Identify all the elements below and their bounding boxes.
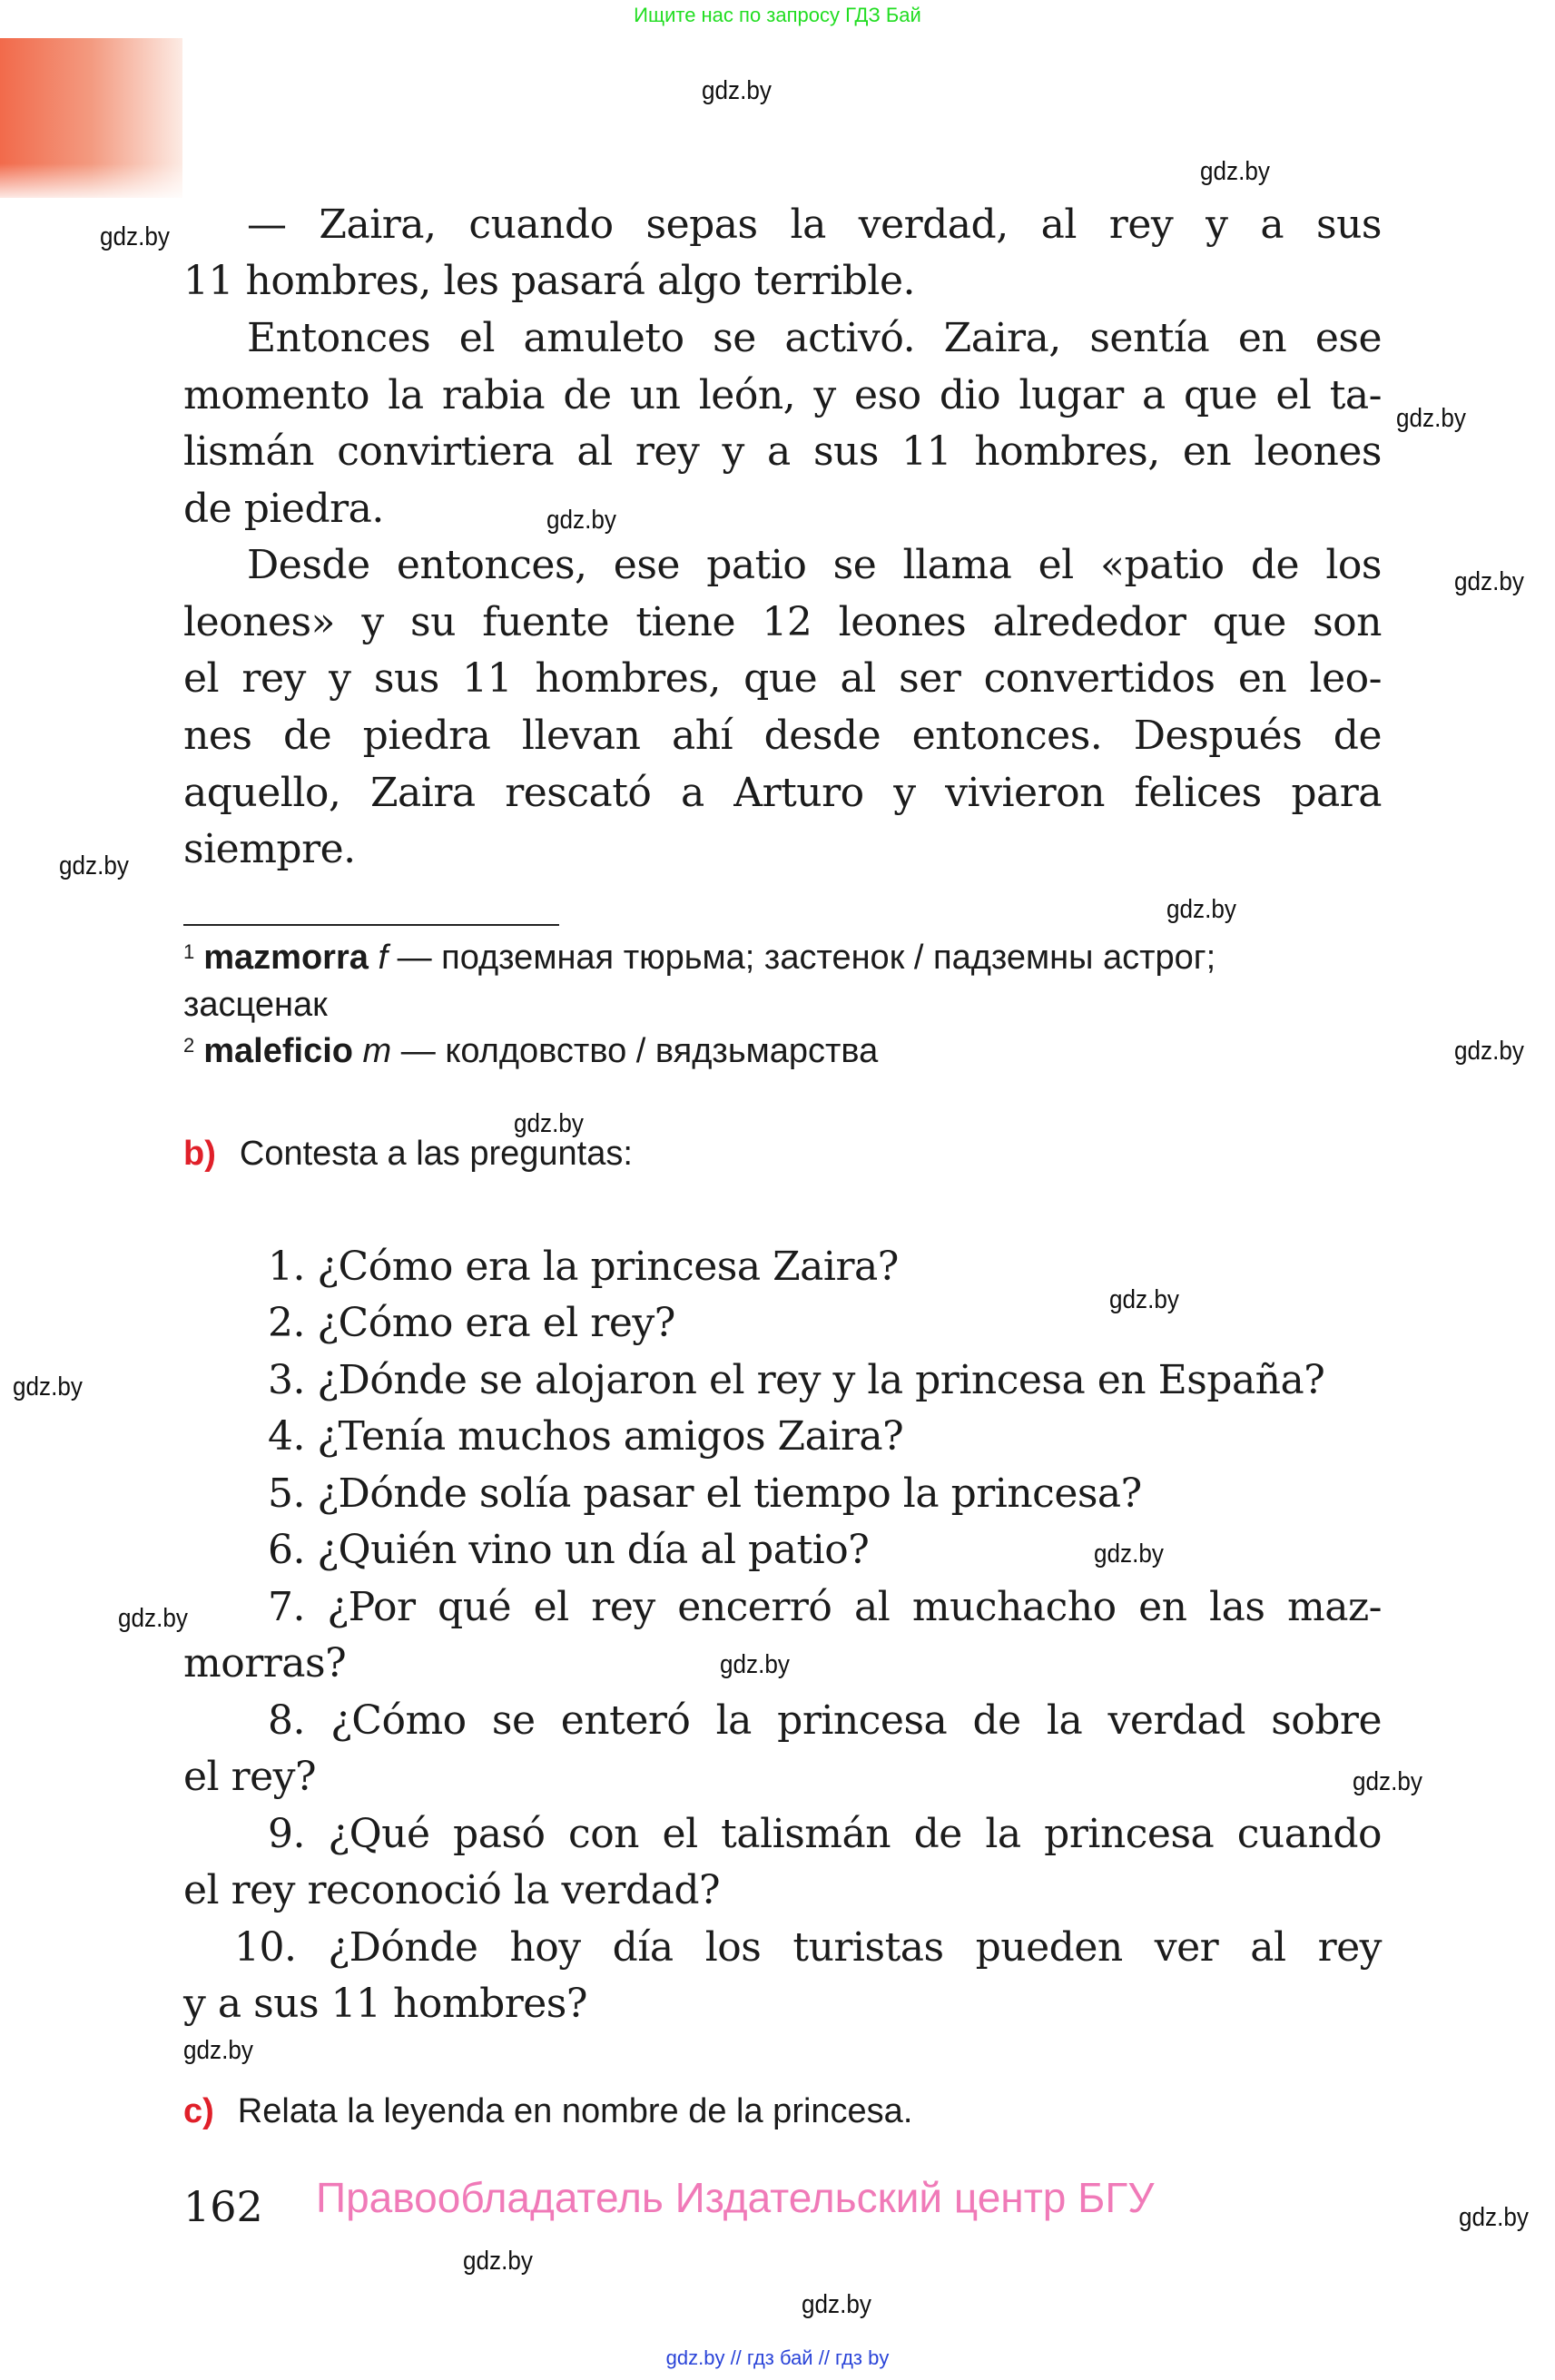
story-line: momento la rabia de un león, y eso dio lugar a que el ta- <box>183 372 1382 418</box>
story-line: Entonces el amuleto se activó. Zaira, sentía en ese <box>247 315 1382 361</box>
question-item-continuation: el rey reconoció la verdad? <box>183 1867 721 1913</box>
task-b-heading <box>183 1135 633 1174</box>
question-item: 9. ¿Qué pasó con el talismán de la princesa cuando <box>268 1811 1382 1857</box>
watermark: gdz.by <box>1396 404 1466 433</box>
footnote-definition: — подземная тюрьма; застенок / падземны астрог; <box>397 939 1216 977</box>
watermark: gdz.by <box>1353 1767 1422 1796</box>
question-item: 8. ¿Cómo se enteró la princesa de la verdad sobre <box>268 1697 1382 1744</box>
watermark: gdz.by <box>59 851 129 880</box>
footnote-number: 1 <box>183 940 195 963</box>
footnote-term: mazmorra <box>203 939 369 977</box>
watermark: gdz.by <box>183 2036 253 2065</box>
story-line: leones» y su fuente tiene 12 leones alrededor que son <box>183 599 1382 645</box>
story-line: 11 hombres, les pasará algo terrible. <box>183 258 916 304</box>
watermark: gdz.by <box>463 2247 533 2276</box>
page-number: 162 <box>183 2182 263 2231</box>
watermark: gdz.by <box>13 1372 83 1401</box>
story-line: lismán convirtiera al rey y a sus 11 hombres, en leones <box>183 428 1382 475</box>
watermark: gdz.by <box>1109 1285 1179 1314</box>
watermark: gdz.by <box>702 76 772 105</box>
watermark: gdz.by <box>1454 1037 1524 1066</box>
watermark: gdz.by <box>1459 2203 1529 2232</box>
footnote-gender: m <box>362 1032 392 1070</box>
watermark: gdz.by <box>1454 567 1524 596</box>
question-item-continuation: y a sus 11 hombres? <box>183 1981 587 2027</box>
question-item: 3. ¿Dónde se alojaron el rey y la princesa en España? <box>268 1357 1325 1403</box>
story-line: el rey y sus 11 hombres, que al ser convertidos en leo- <box>183 655 1382 702</box>
question-item: 4. ¿Tenía muchos amigos Zaira? <box>268 1413 904 1460</box>
task-c-heading <box>183 2092 912 2131</box>
footnote-2 <box>183 1032 878 1071</box>
footnote-definition: — колдовство / вядзьмарства <box>400 1032 879 1070</box>
watermark: gdz.by <box>546 506 616 535</box>
footnote-1-continuation: засценак <box>183 986 328 1024</box>
footnote-1 <box>183 939 1215 978</box>
watermark: gdz.by <box>720 1650 790 1679</box>
story-line: Desde entonces, ese patio se llama el «patio de los <box>247 542 1382 588</box>
story-line: — Zaira, cuando sepas la verdad, al rey y a sus <box>247 202 1382 248</box>
footnote-term: maleficio <box>203 1032 353 1070</box>
task-instruction: Relata la leyenda en nombre de la princesa. <box>237 2092 913 2130</box>
search-note: Ищите нас по запросу ГДЗ Бай <box>634 4 921 26</box>
footnote-number: 2 <box>183 1034 195 1057</box>
watermark: gdz.by <box>802 2290 871 2319</box>
story-line: siempre. <box>183 826 356 872</box>
story-line: de piedra. <box>183 486 384 532</box>
question-item-continuation: el rey? <box>183 1754 317 1800</box>
footnote-divider <box>183 924 559 926</box>
watermark: gdz.by <box>1200 157 1270 186</box>
task-letter: b) <box>183 1135 216 1173</box>
task-letter: c) <box>183 2092 214 2130</box>
question-item: 6. ¿Quién vino un día al patio? <box>268 1527 870 1573</box>
footnote-gender: f <box>378 939 389 977</box>
question-item: 10. ¿Dónde hoy día los turistas pueden ver al rey <box>234 1924 1382 1971</box>
task-instruction: Contesta a las preguntas: <box>239 1135 633 1173</box>
question-item: 2. ¿Cómo era el rey? <box>268 1300 675 1346</box>
watermark: gdz.by <box>1166 895 1236 924</box>
watermark: gdz.by <box>118 1604 188 1633</box>
watermark: gdz.by <box>100 222 170 251</box>
question-item: 5. ¿Dónde solía pasar el tiempo la princesa? <box>268 1470 1142 1517</box>
question-item: 1. ¿Cómo era la princesa Zaira? <box>268 1244 899 1290</box>
story-line: nes de piedra llevan ahí desde entonces. Después de <box>183 713 1382 759</box>
question-item: 7. ¿Por qué el rey encerró al muchacho en las maz- <box>268 1584 1382 1630</box>
copyright-notice: Правообладатель Издательский центр БГУ <box>316 2174 1155 2221</box>
watermark: gdz.by <box>514 1109 584 1138</box>
watermark: gdz.by <box>1094 1539 1164 1569</box>
corner-fade <box>0 163 182 198</box>
footer-links[interactable]: gdz.by // гдз бай // гдз by <box>665 2346 890 2369</box>
question-item-continuation: morras? <box>183 1640 347 1687</box>
story-line: aquello, Zaira rescató a Arturo y vivieron felices para <box>183 770 1382 816</box>
